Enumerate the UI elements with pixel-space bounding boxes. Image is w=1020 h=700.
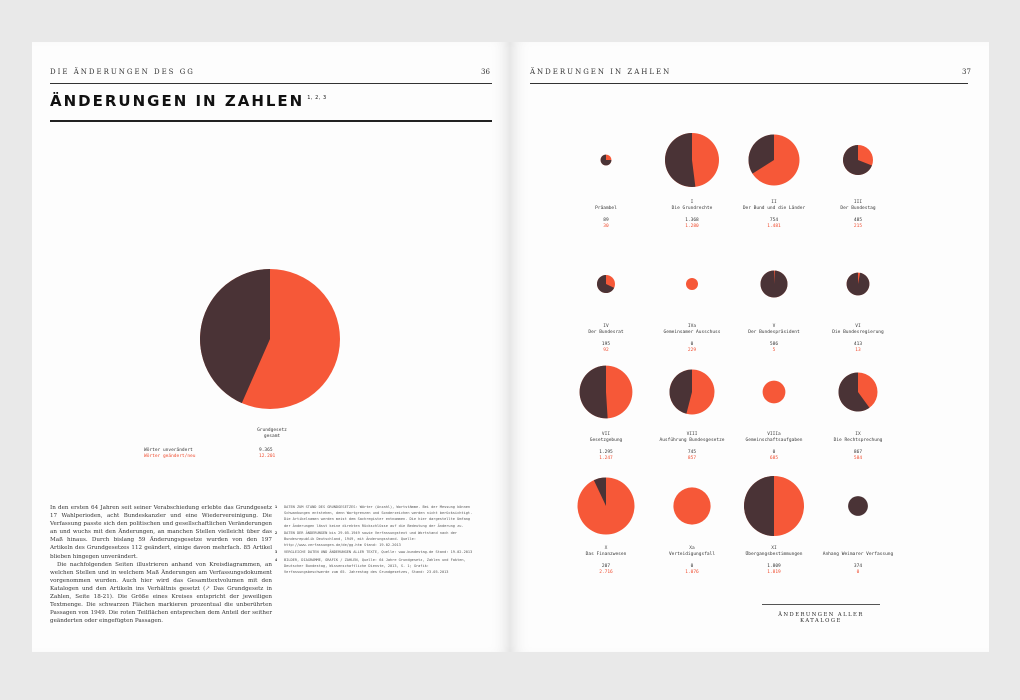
catalog-name: Gemeinschaftsaufgaben [745, 437, 803, 443]
catalog-number: V [772, 324, 776, 329]
catalog-name: Anhang Weimarer Verfassung [822, 551, 894, 557]
page-title: ÄNDERUNGEN IN ZAHLEN $^{1, 2, 3}$ [50, 92, 327, 110]
catalog-number: VIII [686, 432, 698, 437]
book-spread [32, 42, 989, 652]
body-paragraph: Die nachfolgenden Seiten illustrieren anhand von Kreisdiagrammen, an welchen Stellen und in welchem Maß Änderungen am Verfassungsdokument vorgenommen wurden. Auch hier wird das Gesamttextvolumen mit den Katalogen und den Artikeln ins Verhältnis gesetzt (↗ Das Grundgesetz in Zahlen, Seite 18-21). Die Größe eines Kreises entspricht der jeweiligen Textmenge. Die schwarzen Flächen markieren prozentual die unberührten Passagen von 1949. Die roten Teilflächen entsprechen dem Anteil der seither geänderten oder eingefügten Passagen. [50, 561, 272, 625]
catalog-name: Der Bundesrat [588, 329, 624, 335]
unchanged-words-row: Wörter unverändert 9.365 [144, 448, 273, 453]
footnote [275, 504, 475, 529]
unchanged-count: 1.809 [767, 564, 781, 569]
footnote-number: 2 [275, 530, 278, 535]
changed-count: 5 [772, 348, 776, 353]
catalog-name: Gemeinsamer Ausschuss [663, 329, 721, 335]
changed-count: 30 [603, 224, 609, 229]
catalog-pie-unchanged-slice [744, 476, 774, 536]
changed-count: 13 [855, 348, 861, 353]
left-page [32, 42, 510, 652]
catalog-pie [742, 128, 806, 192]
catalog-name: Übergangsbestimmungen [745, 551, 803, 557]
catalog-number: XI [771, 546, 777, 551]
title-rule [50, 120, 492, 122]
catalog-pie [574, 360, 638, 424]
pie-cell [647, 474, 737, 576]
footnote-text: BILDER, DIAGRAMME, GRAFIK / ZAHLEN, Quelle: 64 Jahre Grundgesetz, Zahlen und Fakten, Deutscher Bundestag, Wissenschaftliche Dienste, 2013, S. 1; Grafik: Verfassungsbeschwerde zum 65. Jahrestag des Grundgesetzes, Stand: 23.05.2013 [284, 557, 466, 575]
main-pie-chart [195, 264, 345, 414]
footnote [275, 549, 475, 555]
catalog-pie-unchanged-slice [847, 273, 870, 296]
catalog-pie [826, 128, 890, 192]
pie-cell [647, 128, 737, 230]
changed-words-row: Wörter geändert/neu 12.201 [144, 454, 276, 459]
catalog-pie-changed-slice [763, 381, 786, 404]
changed-count: 0 [856, 570, 860, 575]
catalog-number: IVa [687, 324, 697, 329]
catalog-name: Der Bundespräsident [748, 329, 800, 335]
catalog-name: Der Bund und die Länder [742, 205, 806, 211]
changed-count: 229 [687, 348, 697, 353]
catalog-name: Das Finanzwesen [585, 551, 627, 557]
page-number: 37 [962, 68, 971, 76]
right-page [510, 42, 989, 652]
changed-count: 92 [603, 348, 609, 353]
pie-cell [561, 128, 651, 230]
pie-cell [813, 474, 903, 576]
catalog-pie [742, 360, 806, 424]
catalog-name: Die Bundesregierung [832, 329, 884, 335]
catalog-pie [660, 474, 724, 538]
unchanged-count: 207 [601, 564, 611, 569]
unchanged-count: 586 [769, 342, 779, 347]
unchanged-count: 0 [690, 342, 694, 347]
pie-cell [729, 474, 819, 576]
catalog-pie [660, 252, 724, 316]
footnote-number: 1 [275, 505, 278, 509]
catalog-label: ÄNDERUNGEN ALLER KATALOGE [778, 612, 864, 624]
pie-cell [561, 360, 651, 462]
catalog-pie-unchanged-slice [761, 271, 788, 298]
unchanged-count: 1.368 [685, 218, 699, 223]
unchanged-count: 754 [769, 218, 779, 223]
catalog-number: IX [855, 432, 861, 437]
catalog-number: II [771, 200, 777, 205]
pie-cell [729, 128, 819, 230]
catalog-pie-changed-slice [686, 278, 698, 290]
catalog-name: Präambel [595, 205, 617, 211]
body-text [50, 504, 272, 625]
changed-count: 1.481 [767, 224, 781, 229]
title-notes: 1, 2, 3 [307, 95, 327, 101]
unchanged-count: 485 [853, 218, 863, 223]
pie-cell [813, 360, 903, 462]
catalog-number: X [604, 546, 608, 551]
catalog-pie-changed-slice [848, 496, 868, 516]
footnote [275, 530, 475, 549]
catalog-number: IV [603, 324, 609, 329]
catalog-pie [574, 128, 638, 192]
catalog-name: Verteidigungsfall [668, 551, 716, 557]
page-number: 36 [481, 68, 490, 76]
footnote-number: 4 [275, 557, 278, 562]
catalog-pie [742, 474, 806, 538]
running-head: ÄNDERUNGEN IN ZAHLEN [530, 68, 672, 76]
footnotes [275, 504, 475, 576]
catalog-number: VI [855, 324, 861, 329]
unchanged-count: 745 [687, 450, 697, 455]
catalog-pie [660, 360, 724, 424]
pie-cell [813, 252, 903, 354]
changed-count: 685 [769, 456, 779, 461]
catalog-name: Ausführung Bundesgesetze [659, 437, 725, 443]
changed-count: 1.076 [685, 570, 699, 575]
catalog-pie [826, 474, 890, 538]
pie-cell [647, 360, 737, 462]
header-rule [50, 83, 492, 84]
catalog-number: Xa [689, 546, 695, 551]
pie-cell [647, 252, 737, 354]
catalog-number: III [853, 200, 863, 205]
changed-count: 584 [853, 456, 863, 461]
catalog-name: Gesetzgebung [589, 437, 623, 443]
catalog-pie [574, 474, 638, 538]
main-pie-label: Grundgesetz gesamt [257, 428, 287, 439]
changed-count: 2.716 [599, 570, 613, 575]
catalog-pie [826, 252, 890, 316]
catalog-number: VIIIa [767, 432, 781, 437]
catalog-name: Die Rechtsprechung [833, 437, 883, 443]
unchanged-count: 0 [772, 450, 776, 455]
header-rule [530, 83, 968, 84]
changed-count: 1.819 [767, 570, 781, 575]
footnote-text: DATEN ZUM STAND DES GRUNDGESETZES: Wörter (Anzahl), Wortstämme. Bei der Messung können Schwankungen entstehen, denn Wortgrenzen und Sonderzeichen werden nicht berücksichtigt. Die Artikelnamen werden meist dem Sachregister entnommen. Die hier dargestellte Umfang der Änderungen lässt keine direkten Rückschlüsse auf die Bedeutung der Änderung zu. [284, 505, 473, 528]
unchanged-count: 0 [690, 564, 694, 569]
unchanged-count: 89 [603, 218, 609, 223]
footnote [275, 557, 475, 576]
changed-count: 857 [687, 456, 697, 461]
pie-cell [561, 252, 651, 354]
catalog-pie-unchanged-slice [665, 133, 695, 187]
unchanged-count: 867 [853, 450, 863, 455]
catalog-pie [826, 360, 890, 424]
unchanged-count: 195 [601, 342, 611, 347]
catalog-name: Der Bundestag [840, 205, 876, 211]
catalog-pie [660, 128, 724, 192]
body-paragraph: In den ersten 64 Jahren seit seiner Verabschiedung erlebte das Grundgesetz 17 Wahlperioden, acht Bundeskanzler und eine Wiedervereinigung. Die Verfassung passte sich den politischen und gesellschaftlichen Veränderungen an und wuchs mit den Änderungen, an manchen Stellen vielleicht über das Maß hinaus. Durch bislang 59 Änderungsgesetze wurden von den 197 Artikeln des Grundgesetzes 112 geändert, einige davon mehrfach. 85 Artikel blieben hingegen unverändert. [50, 505, 272, 560]
catalog-pie [742, 252, 806, 316]
changed-count: 1.247 [599, 456, 613, 461]
footnote-text: VERGLEICHE DATEN UND ÄNDERUNGEN ALLER TEXTE, Quelle: www.bundestag.de Stand: 19.02.2013 [284, 550, 473, 555]
footnote-number: 3 [275, 550, 278, 555]
unchanged-count: 374 [853, 564, 863, 569]
unchanged-count: 413 [853, 342, 863, 347]
running-head: DIE ÄNDERUNGEN DES GG [50, 68, 195, 76]
catalog-number: I [690, 200, 694, 205]
footnote-text: DATEN DER ÄNDERUNGEN bis 29.05.1949 sowie Verfassungstext und Wortstand nach der Bundesrepublik Deutschland, 1949, mit Änderungsstand. Quelle: http://www.verfassungen.de/de/gg.htm Stand: 19.02.2013 [284, 530, 458, 548]
changed-count: 1.280 [685, 224, 699, 229]
pie-cell [729, 360, 819, 462]
changed-count: 215 [853, 224, 863, 229]
catalog-pie-unchanged-slice [580, 366, 608, 419]
catalog-name: Die Grundrechte [671, 205, 713, 211]
pie-cell [813, 128, 903, 230]
catalog-rule [762, 604, 880, 605]
pie-cell [561, 474, 651, 576]
catalog-number: VII [601, 432, 611, 437]
catalog-pie [574, 252, 638, 316]
unchanged-count: 1.295 [599, 450, 613, 455]
catalog-pie-changed-slice [673, 487, 710, 524]
pie-cell [729, 252, 819, 354]
